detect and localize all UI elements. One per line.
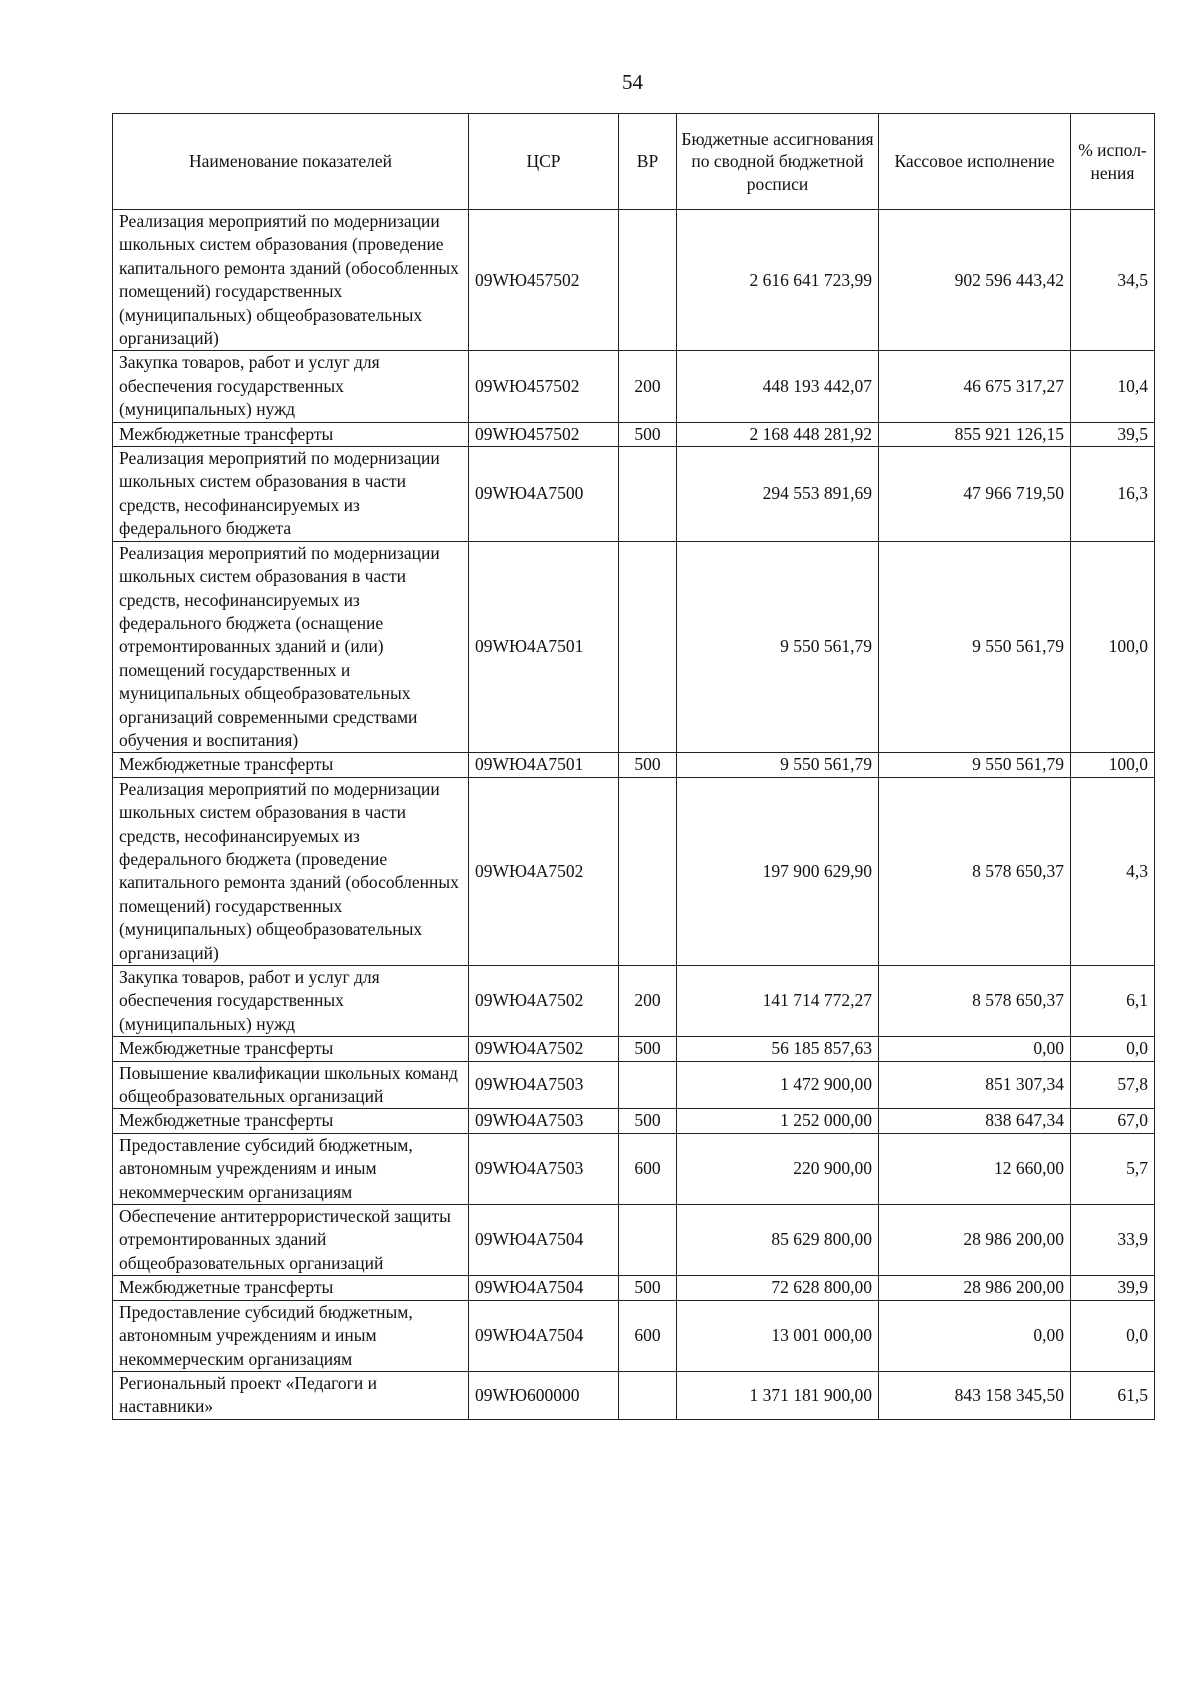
cell-cash: 851 307,34: [879, 1061, 1071, 1109]
cell-cash: 46 675 317,27: [879, 351, 1071, 422]
cell-vr: 500: [619, 753, 677, 777]
cell-cash: 8 578 650,37: [879, 777, 1071, 965]
table-row: [113, 1061, 1155, 1109]
cell-csr: 09WЮ4A7501: [469, 753, 619, 777]
cell-percent: 67,0: [1071, 1109, 1155, 1133]
cell-name: Реализация мероприятий по модернизации школьных систем образования в части средств, несофинансируемых из федерального бюджета (проведение капитального ремонта зданий (обособленных помещений) государственных (муниципальных) общеобразовательных организаций): [113, 777, 469, 965]
cell-vr: [619, 1371, 677, 1419]
cell-csr: 09WЮ4A7502: [469, 1037, 619, 1061]
cell-percent: 39,5: [1071, 422, 1155, 446]
table-row: [113, 1300, 1155, 1371]
table-header-row: [113, 114, 1155, 210]
cell-percent: 16,3: [1071, 447, 1155, 542]
cell-budget: 141 714 772,27: [677, 966, 879, 1037]
table-row: [113, 1371, 1155, 1419]
cell-percent: 5,7: [1071, 1133, 1155, 1204]
cell-csr: 09WЮ600000: [469, 1371, 619, 1419]
cell-vr: [619, 777, 677, 965]
table-row: [113, 1276, 1155, 1300]
table-row: [113, 1205, 1155, 1276]
cell-percent: 4,3: [1071, 777, 1155, 965]
cell-budget: 56 185 857,63: [677, 1037, 879, 1061]
cell-budget: 1 371 181 900,00: [677, 1371, 879, 1419]
cell-name: Повышение квалификации школьных команд общеобразовательных организаций: [113, 1061, 469, 1109]
cell-name: Закупка товаров, работ и услуг для обеспечения государственных (муниципальных) нужд: [113, 966, 469, 1037]
cell-cash: 8 578 650,37: [879, 966, 1071, 1037]
header-name: Наименование показателей: [113, 114, 469, 210]
cell-name: Обеспечение антитеррористической защиты отремонтированных зданий общеобразовательных организаций: [113, 1205, 469, 1276]
cell-budget: 1 252 000,00: [677, 1109, 879, 1133]
cell-name: Реализация мероприятий по модернизации школьных систем образования в части средств, несофинансируемых из федерального бюджета: [113, 447, 469, 542]
cell-csr: 09WЮ457502: [469, 210, 619, 351]
cell-percent: 57,8: [1071, 1061, 1155, 1109]
cell-percent: 0,0: [1071, 1300, 1155, 1371]
cell-vr: 600: [619, 1300, 677, 1371]
cell-csr: 09WЮ4A7502: [469, 966, 619, 1037]
cell-cash: 28 986 200,00: [879, 1205, 1071, 1276]
cell-name: Реализация мероприятий по модернизации школьных систем образования в части средств, несофинансируемых из федерального бюджета (оснащение отремонтированных зданий и (или) помещений государственных и муниципальных общеобразовательных организаций современными средствами обучения и воспитания): [113, 541, 469, 753]
cell-budget: 9 550 561,79: [677, 541, 879, 753]
cell-cash: 12 660,00: [879, 1133, 1071, 1204]
table-row: [113, 210, 1155, 351]
header-percent: % испол-нения: [1071, 114, 1155, 210]
table-row: [113, 1109, 1155, 1133]
cell-percent: 100,0: [1071, 541, 1155, 753]
header-budget: Бюджетные ассигнования по сводной бюджетной росписи: [677, 114, 879, 210]
cell-cash: 838 647,34: [879, 1109, 1071, 1133]
cell-name: Закупка товаров, работ и услуг для обеспечения государственных (муниципальных) нужд: [113, 351, 469, 422]
cell-budget: 9 550 561,79: [677, 753, 879, 777]
cell-name: Межбюджетные трансферты: [113, 753, 469, 777]
cell-cash: 0,00: [879, 1037, 1071, 1061]
header-csr: ЦСР: [469, 114, 619, 210]
budget-execution-table: [112, 113, 1155, 1420]
cell-cash: 0,00: [879, 1300, 1071, 1371]
cell-percent: 61,5: [1071, 1371, 1155, 1419]
cell-budget: 72 628 800,00: [677, 1276, 879, 1300]
table-row: [113, 1037, 1155, 1061]
cell-cash: 855 921 126,15: [879, 422, 1071, 446]
table-row: [113, 753, 1155, 777]
cell-name: Предоставление субсидий бюджетным, автономным учреждениям и иным некоммерческим организациям: [113, 1300, 469, 1371]
cell-percent: 33,9: [1071, 1205, 1155, 1276]
cell-vr: [619, 1205, 677, 1276]
cell-percent: 6,1: [1071, 966, 1155, 1037]
table-row: [113, 777, 1155, 965]
cell-vr: [619, 541, 677, 753]
cell-percent: 10,4: [1071, 351, 1155, 422]
cell-budget: 1 472 900,00: [677, 1061, 879, 1109]
cell-name: Межбюджетные трансферты: [113, 1037, 469, 1061]
cell-budget: 13 001 000,00: [677, 1300, 879, 1371]
cell-csr: 09WЮ4A7503: [469, 1109, 619, 1133]
cell-csr: 09WЮ457502: [469, 422, 619, 446]
cell-name: Межбюджетные трансферты: [113, 1276, 469, 1300]
cell-vr: 500: [619, 422, 677, 446]
cell-vr: [619, 210, 677, 351]
cell-cash: 28 986 200,00: [879, 1276, 1071, 1300]
cell-vr: 200: [619, 351, 677, 422]
cell-cash: 47 966 719,50: [879, 447, 1071, 542]
table-row: [113, 447, 1155, 542]
cell-vr: 600: [619, 1133, 677, 1204]
cell-cash: 9 550 561,79: [879, 753, 1071, 777]
cell-vr: 200: [619, 966, 677, 1037]
table-body: [113, 210, 1155, 1420]
table-row: [113, 1133, 1155, 1204]
table-row: [113, 966, 1155, 1037]
cell-percent: 100,0: [1071, 753, 1155, 777]
cell-budget: 2 168 448 281,92: [677, 422, 879, 446]
cell-name: Региональный проект «Педагоги и наставники»: [113, 1371, 469, 1419]
cell-vr: [619, 1061, 677, 1109]
cell-vr: 500: [619, 1037, 677, 1061]
cell-cash: 843 158 345,50: [879, 1371, 1071, 1419]
cell-name: Предоставление субсидий бюджетным, автономным учреждениям и иным некоммерческим организациям: [113, 1133, 469, 1204]
table-row: [113, 422, 1155, 446]
table-row: [113, 541, 1155, 753]
header-vr: ВР: [619, 114, 677, 210]
cell-csr: 09WЮ4A7500: [469, 447, 619, 542]
cell-budget: 448 193 442,07: [677, 351, 879, 422]
cell-vr: [619, 447, 677, 542]
cell-budget: 220 900,00: [677, 1133, 879, 1204]
cell-name: Межбюджетные трансферты: [113, 1109, 469, 1133]
page-number: 54: [622, 70, 643, 94]
cell-csr: 09WЮ4A7503: [469, 1133, 619, 1204]
cell-budget: 2 616 641 723,99: [677, 210, 879, 351]
cell-csr: 09WЮ4A7501: [469, 541, 619, 753]
cell-csr: 09WЮ4A7504: [469, 1205, 619, 1276]
cell-budget: 294 553 891,69: [677, 447, 879, 542]
cell-name: Реализация мероприятий по модернизации школьных систем образования (проведение капитального ремонта зданий (обособленных помещений) государственных (муниципальных) общеобразовательных организаций): [113, 210, 469, 351]
cell-csr: 09WЮ4A7504: [469, 1300, 619, 1371]
cell-percent: 39,9: [1071, 1276, 1155, 1300]
cell-cash: 902 596 443,42: [879, 210, 1071, 351]
cell-cash: 9 550 561,79: [879, 541, 1071, 753]
cell-name: Межбюджетные трансферты: [113, 422, 469, 446]
cell-csr: 09WЮ457502: [469, 351, 619, 422]
cell-budget: 85 629 800,00: [677, 1205, 879, 1276]
cell-csr: 09WЮ4A7504: [469, 1276, 619, 1300]
header-cash: Кассовое исполнение: [879, 114, 1071, 210]
cell-csr: 09WЮ4A7502: [469, 777, 619, 965]
cell-vr: 500: [619, 1109, 677, 1133]
cell-budget: 197 900 629,90: [677, 777, 879, 965]
cell-percent: 0,0: [1071, 1037, 1155, 1061]
cell-csr: 09WЮ4A7503: [469, 1061, 619, 1109]
table-row: [113, 351, 1155, 422]
cell-vr: 500: [619, 1276, 677, 1300]
cell-percent: 34,5: [1071, 210, 1155, 351]
